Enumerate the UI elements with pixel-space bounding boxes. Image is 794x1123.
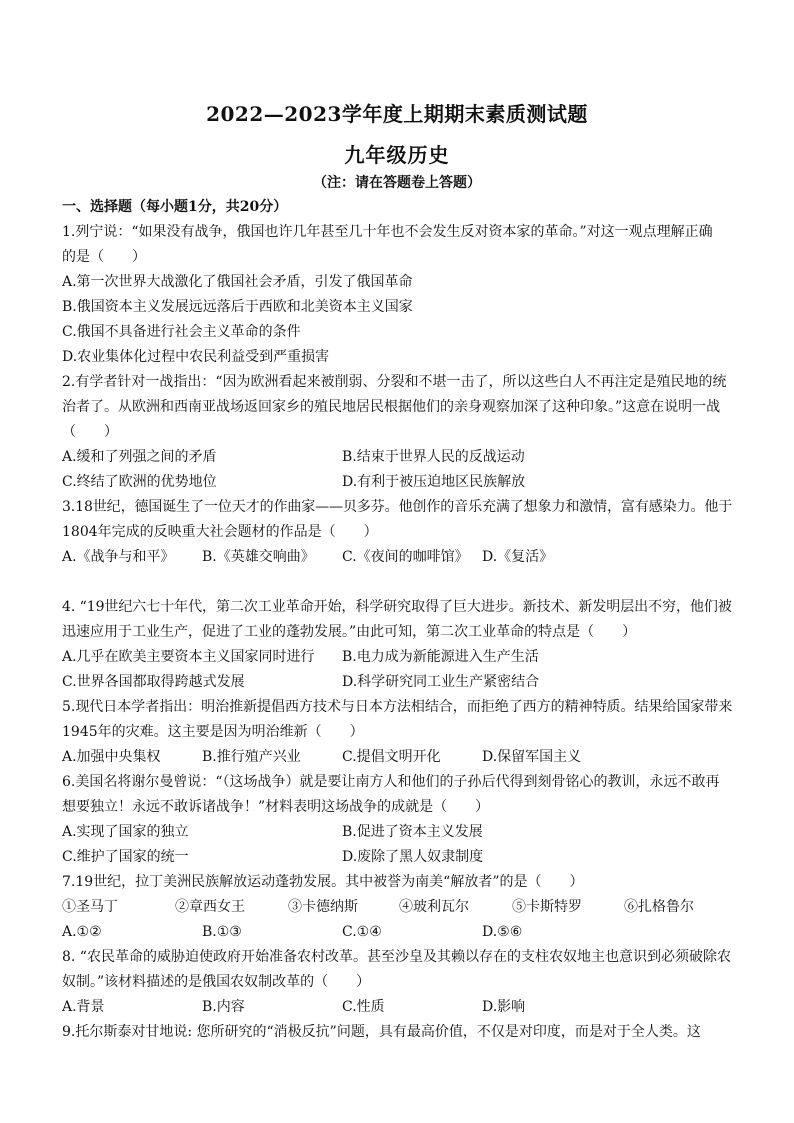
q7-item-4: ④玻利瓦尔 <box>399 899 469 915</box>
q1-option-b: B.俄国资本主义发展远远落后于西欧和北美资本主义国家 <box>62 299 413 315</box>
q8-stem-line1: 8. “农民革命的威胁迫使政府开始准备农村改革。甚至沙皇及其赖以存在的支柱农奴地主也意识到必须破除农 <box>62 949 731 965</box>
q5-stem-line2: 1945年的灾难。这主要是因为明治维新（ ） <box>62 724 364 740</box>
q7-item-3: ③卡德纳斯 <box>288 899 358 915</box>
q8-option-c: C.性质 <box>342 999 385 1015</box>
exam-subject: 九年级历史 <box>344 143 450 167</box>
q9-stem-line1: 9.托尔斯泰对甘地说: 您所研究的“消极反抗”问题，具有最高价值，不仅是对印度，而是对于全人类。这 <box>62 1024 701 1040</box>
q1-option-a: A.第一次世界大战激化了俄国社会矛盾，引发了俄国革命 <box>62 274 413 290</box>
q2-option-c: C.终结了欧洲的优势地位 <box>62 474 217 490</box>
q3-stem-line2: 1804年完成的反映重大社会题材的作品是（ ） <box>62 524 378 540</box>
q5-stem-line1: 5.现代日本学者指出：明治推新提倡西方技术与日本方法相结合，而拒绝了西方的精神特质。结果给国家带来 <box>62 699 733 715</box>
q8-option-b: B.内容 <box>202 999 245 1015</box>
q7-item-5: ⑤卡斯特罗 <box>512 899 582 915</box>
q2-stem-line3: （ ） <box>62 424 118 440</box>
exam-note: （注：请在答题卷上答题） <box>313 175 481 191</box>
q1-option-d: D.农业集体化过程中农民利益受到严重损害 <box>62 349 330 365</box>
section-heading: 一、选择题（每小题1分，共20分） <box>62 199 288 215</box>
q4-option-c: C.世界各国都取得跨越式发展 <box>62 674 245 690</box>
q5-option-b: B.推行殖产兴业 <box>202 749 301 765</box>
q7-item-6: ⑥扎格鲁尔 <box>624 899 694 915</box>
q4-option-a: A.几乎在欧美主要资本主义国家同时进行 <box>62 649 315 665</box>
q5-option-c: C.提倡文明开化 <box>342 749 441 765</box>
q5-option-d: D.保留军国主义 <box>482 749 582 765</box>
q8-option-a: A.背景 <box>62 999 105 1015</box>
q2-option-a: A.缓和了列强之间的矛盾 <box>62 449 217 465</box>
q7-item-2: ②章西女王 <box>175 899 245 915</box>
q2-stem-line1: 2.有学者针对一战指出：“因为欧洲看起来被削弱、分裂和不堪一击了，所以这些白人不再注定是殖民地的统 <box>62 374 727 390</box>
q7-option-a: A.①② <box>62 924 102 940</box>
q2-stem-line2: 治者了。从欧洲和西南亚战场返回家乡的殖民地居民根据他们的亲身观察加深了这种印象。”这意在说明一战 <box>62 399 721 415</box>
q4-option-d: D.科学研究同工业生产紧密结合 <box>342 674 540 690</box>
q2-option-b: B.结束于世界人民的反战运动 <box>342 449 525 465</box>
q8-option-d: D.影响 <box>482 999 526 1015</box>
q7-option-d: D.⑤⑥ <box>482 924 523 940</box>
q3-stem-line1: 3.18世纪，德国诞生了一位天才的作曲家——贝多芬。他创作的音乐充满了想象力和激情，富有感染力。他于 <box>62 499 733 515</box>
q4-stem-line1: 4. “19世纪六七十年代，第二次工业革命开始，科学研究取得了巨大进步。新技术、新发明层出不穷，他们被 <box>62 599 732 615</box>
q1-option-c: C.俄国不具备进行社会主义革命的条件 <box>62 324 301 340</box>
q6-option-b: B.促进了资本主义发展 <box>342 824 483 840</box>
q7-option-c: C.①④ <box>342 924 382 940</box>
q6-option-a: A.实现了国家的独立 <box>62 824 189 840</box>
q8-stem-line2: 奴制。”该材料描述的是俄国农奴制改革的（ ） <box>62 974 371 990</box>
q6-option-c: C.维护了国家的统一 <box>62 849 189 865</box>
q5-option-a: A.加强中央集权 <box>62 749 161 765</box>
q3-option-d: D.《复活》 <box>482 549 554 565</box>
q3-option-a: A.《战争与和平》 <box>62 549 175 565</box>
q6-option-d: D.废除了黑人奴隶制度 <box>342 849 484 865</box>
q7-option-b: B.①③ <box>202 924 242 940</box>
q4-option-b: B.电力成为新能源进入生产生活 <box>342 649 539 665</box>
q1-stem-line2: 的是（ ） <box>62 249 146 265</box>
q7-item-1: ①圣马丁 <box>62 899 118 915</box>
q3-option-c: C.《夜间的咖啡馆》 <box>342 549 469 565</box>
q4-stem-line2: 迅速应用于工业生产，促进了工业的蓬勃发展。”由此可知，第二次工业革命的特点是（ ） <box>62 624 637 640</box>
exam-title: 2022—2023学年度上期期末素质测试题 <box>206 102 588 126</box>
q3-option-b: B.《英雄交响曲》 <box>202 549 315 565</box>
q6-stem-line1: 6.美国名将谢尔曼曾说：“（这场战争）就是要让南方人和他们的子孙后代得到刻骨铭心的教训，永远不敢再 <box>62 774 720 790</box>
q6-stem-line2: 想要独立！永远不敢诉诸战争！”材料表明这场战争的成就是（ ） <box>62 799 490 815</box>
q1-stem-line1: 1.列宁说：“如果没有战争，俄国也许几年甚至几十年也不会发生反对资本家的革命。”对这一观点理解正确 <box>62 224 713 240</box>
q2-option-d: D.有利于被压迫地区民族解放 <box>342 474 526 490</box>
q7-stem-line1: 7.19世纪，拉丁美洲民族解放运动蓬勃发展。其中被誉为南美“解放者”的是（ ） <box>62 874 584 890</box>
